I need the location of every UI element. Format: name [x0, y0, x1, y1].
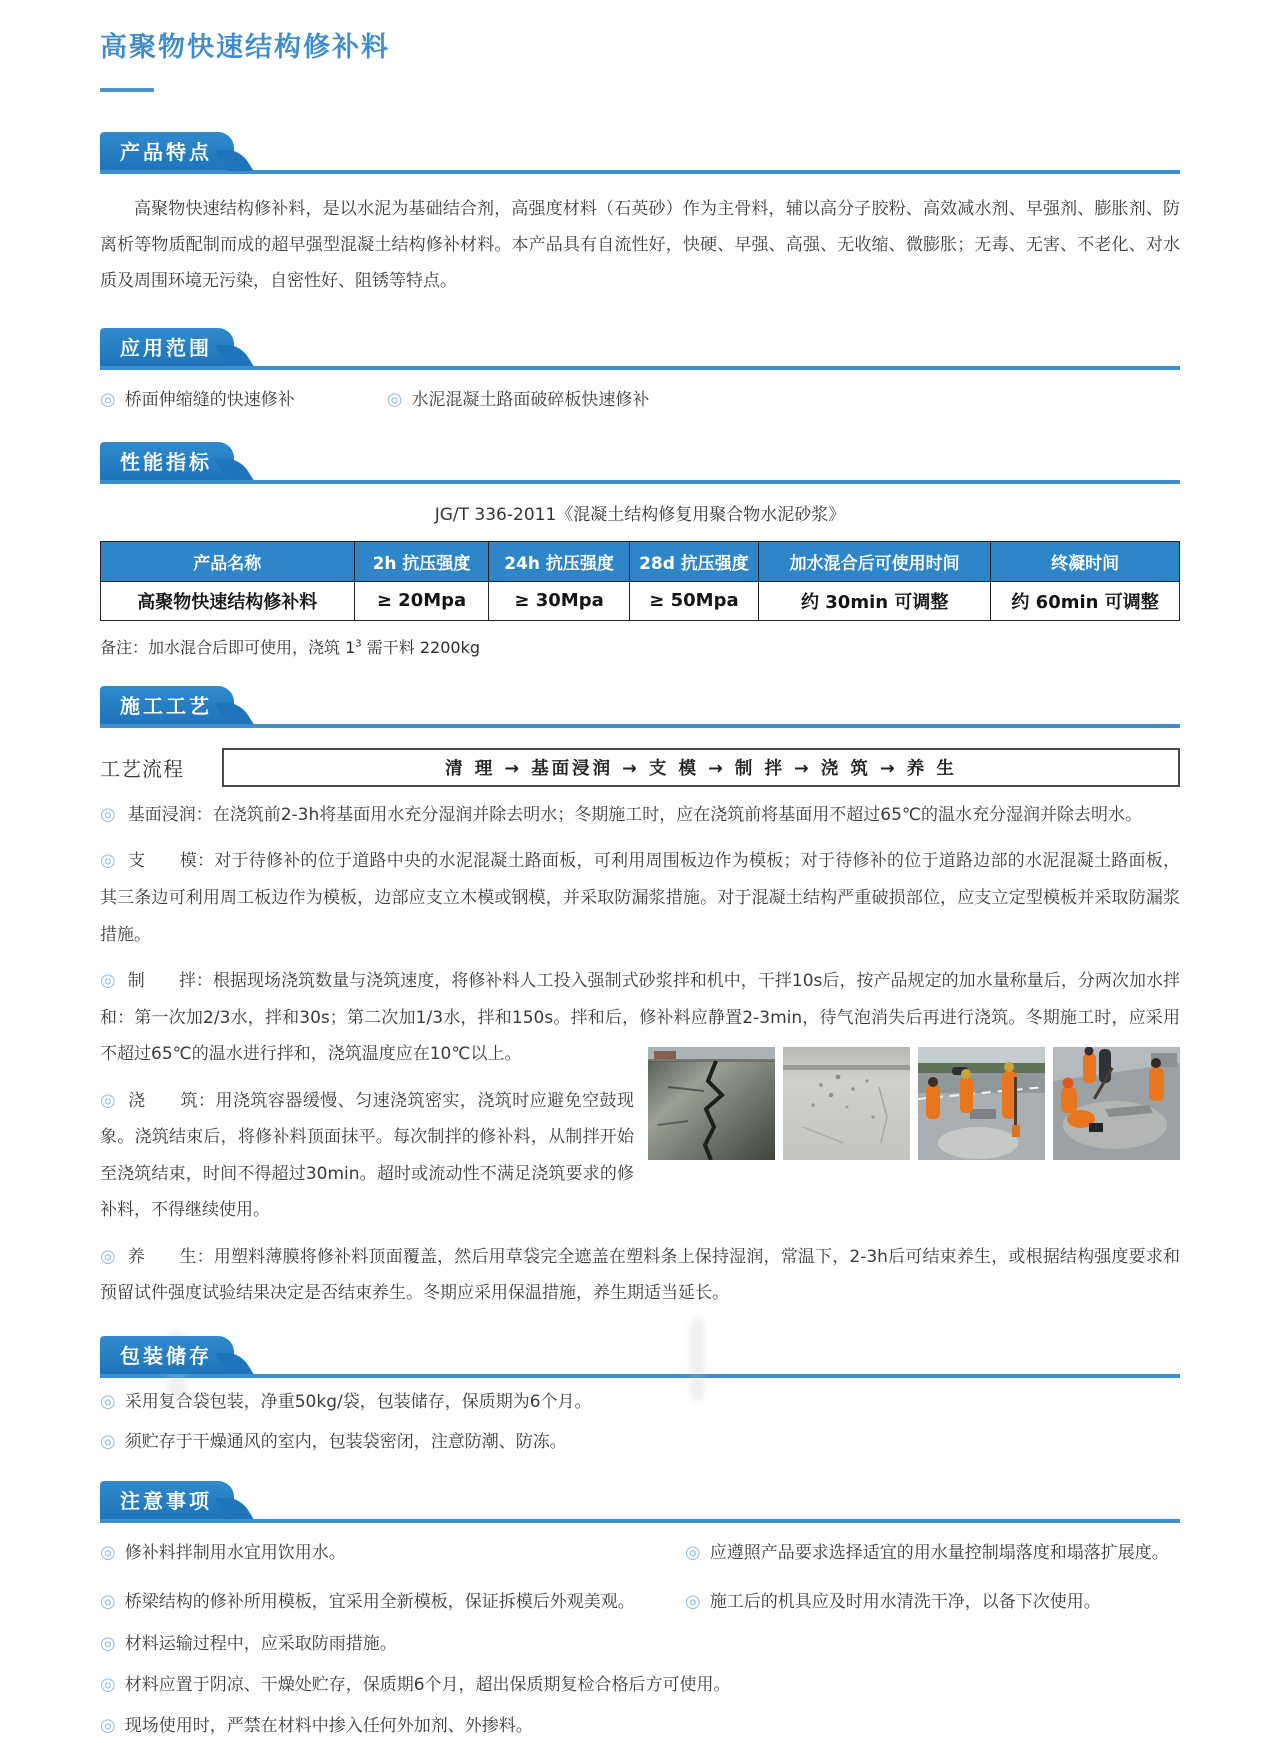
ring-bullet-icon: ◎ [100, 970, 116, 992]
step-text: 根据现场浇筑数量与浇筑速度，将修补料人工投入强制式砂浆拌和机中，干拌10s后，按产品规定的加水量称量后，分两次加水拌和：第一次加2/3水，拌和30s；第二次加1/3水，拌和150s。拌和后，修补料应静置2-3min，待气泡消失后再进行浇筑。冬期施工时，应采用不超过65℃的温水进行拌和，浇筑温度应在10℃以上。 [100, 971, 1180, 1065]
step-text: 对于待修补的位于道路中央的水泥混凝土路面板，可利用周围板边作为模板；对于待修补的位于道路边部的水泥混凝土路面板，其三条边可利用周工板边作为模板，边部应支立木模或钢模，并采取防漏浆措施。对于混凝土结构严重破损部位，应支立定型模板并采取防漏浆措施。 [100, 851, 1181, 945]
table-cell: 约 30min 可调整 [759, 581, 991, 620]
section-applications [100, 328, 1180, 416]
title-underline-decoration [100, 88, 154, 92]
list-item [387, 384, 650, 416]
process-step [100, 797, 1180, 834]
table-footnote: 备注：加水混合后即可使用，浇筑 $1^3$ 需干料 2200kg [100, 637, 480, 657]
column-header: 终凝时间 [991, 541, 1180, 581]
table-row [101, 581, 1180, 620]
list-item [685, 1586, 1180, 1618]
ring-bullet-icon: ◎ [685, 1541, 701, 1563]
precaution-text: 施工后的机具应及时用水清洗干净，以备下次使用。 [709, 1592, 1101, 1613]
precaution-text: 现场使用时，严禁在材料中掺入任何外加剂、外掺料。 [124, 1716, 533, 1737]
application-text: 水泥混凝土路面破碎板快速修补 [411, 389, 650, 410]
performance-table [100, 541, 1180, 621]
list-item [100, 1669, 1180, 1701]
ring-bullet-icon: ◎ [100, 1632, 116, 1654]
packaging-text: 采用复合袋包装，净重50kg/袋，包装储存，保质期为6个月。 [124, 1392, 592, 1413]
section-header-rule [100, 132, 1180, 174]
ring-bullet-icon: ◎ [100, 388, 116, 410]
application-text: 桥面伸缩缝的快速修补 [124, 389, 295, 410]
list-item [685, 1537, 1180, 1569]
section-precautions [100, 1481, 1180, 1743]
precautions-list [100, 1529, 1180, 1743]
column-header: 产品名称 [101, 541, 355, 581]
precaution-text: 应遵照产品要求选择适宜的用水量控制塌落度和塌落扩展度。 [709, 1542, 1169, 1563]
step-label: 支 模： [127, 851, 215, 872]
precaution-text: 修补料拌制用水宜用饮用水。 [124, 1542, 346, 1563]
precautions-row [100, 1578, 1180, 1618]
section-heading-badge: 产品特点 [100, 132, 234, 170]
ring-bullet-icon: ◎ [100, 1541, 116, 1563]
section-header-rule [100, 442, 1180, 484]
section-heading-badge: 包装储存 [100, 1336, 234, 1374]
ring-bullet-icon: ◎ [100, 803, 116, 825]
section-header-rule [100, 1481, 1180, 1523]
list-item [100, 384, 295, 416]
step-label: 浇 筑： [128, 1090, 216, 1111]
ring-bullet-icon: ◎ [100, 1089, 117, 1111]
section-header-rule [100, 328, 1180, 370]
flow-label: 工艺流程 [100, 756, 184, 781]
page-title: 高聚物快速结构修补料 [100, 32, 390, 64]
photo-workers-repairing [1053, 1047, 1180, 1160]
section-heading-badge: 应用范围 [100, 328, 234, 366]
precaution-text: 材料应置于阴凉、干燥处贮存，保质期6个月，超出保质期复检合格后方可使用。 [124, 1674, 731, 1695]
section-performance [100, 442, 1180, 658]
section-header-rule [100, 686, 1180, 728]
table-cell: 约 60min 可调整 [991, 581, 1180, 620]
precaution-text: 材料运输过程中，应采取防雨措施。 [124, 1633, 397, 1654]
ring-bullet-icon: ◎ [100, 850, 116, 872]
section-packaging-storage [100, 1336, 1180, 1459]
column-header: 2h 抗压强度 [354, 541, 489, 581]
list-item [100, 1426, 1180, 1458]
column-header: 加水混合后可使用时间 [759, 541, 991, 581]
flow-sequence-box: 清 理 → 基面浸润 → 支 模 → 制 拌 → 浇 筑 → 养 生 [222, 748, 1180, 787]
list-item [100, 1710, 1180, 1742]
step-label: 基面浸润： [127, 804, 213, 825]
section-heading-badge: 施工工艺 [100, 686, 234, 724]
step-text: 在浇筑前2-3h将基面用水充分湿润并除去明水；冬期施工时，应在浇筑前将基面用不超过65℃的温水充分湿润并除去明水。 [212, 804, 1142, 825]
photo-damaged-concrete [783, 1047, 910, 1160]
table-cell: ≥ 30Mpa [489, 581, 629, 620]
ring-bullet-icon: ◎ [386, 388, 403, 410]
ring-bullet-icon: ◎ [100, 1245, 116, 1267]
list-item [100, 1586, 685, 1618]
column-header: 28d 抗压强度 [629, 541, 758, 581]
packaging-list [100, 1386, 1180, 1459]
photo-workers-breaking-slab [918, 1047, 1045, 1160]
standard-caption: JG/T 336-2011《混凝土结构修复用聚合物水泥砂浆》 [434, 504, 846, 525]
ring-bullet-icon: ◎ [100, 1673, 116, 1695]
section-construction-process [100, 686, 1180, 1312]
photo-cracked-pavement [648, 1047, 775, 1160]
step-text: 用塑料薄膜将修补料顶面覆盖，然后用草袋完全遮盖在塑料条上保持湿润，常温下，2-3h后可结束养生，或根据结构强度要求和预留试件强度试验结果决定是否结束养生。冬期应采用保温措施，养生期适当延长。 [100, 1246, 1180, 1304]
table-cell: ≥ 50Mpa [629, 581, 758, 620]
step-label: 制 拌： [127, 971, 213, 992]
section-heading-badge: 注意事项 [100, 1481, 234, 1519]
page-bleed-ghost [690, 1318, 704, 1401]
section-heading-badge: 性能指标 [100, 442, 234, 480]
packaging-text: 须贮存于干燥通风的室内，包装袋密闭，注意防潮、防冻。 [124, 1432, 567, 1453]
precaution-text: 桥梁结构的修补所用模板，宜采用全新模板，保证拆模后外观美观。 [124, 1592, 635, 1613]
process-step [100, 843, 1180, 953]
column-header: 24h 抗压强度 [489, 541, 629, 581]
section-header-rule [100, 1336, 1180, 1378]
table-cell: 高聚物快速结构修补料 [101, 581, 355, 620]
list-item [100, 1628, 1180, 1660]
construction-photo-strip [648, 1047, 1180, 1160]
superscript: 3 [355, 638, 362, 650]
table-cell: ≥ 20Mpa [354, 581, 489, 620]
list-item [100, 1386, 1180, 1418]
process-flow-row [100, 748, 1180, 787]
ring-bullet-icon: ◎ [100, 1591, 116, 1613]
features-paragraph: 高聚物快速结构修补料，是以水泥为基础结合剂，高强度材料（石英砂）作为主骨料，辅以高分子胶粉、高效减水剂、早强剂、膨胀剂、防离析等物质配制而成的超早强型混凝土结构修补材料。本产品具有自流性好，快硬、早强、高强、无收缩、微膨胀；无毒、无害、不老化、对水质及周围环境无污染，自密性好、阻锈等特点。 [100, 199, 1180, 291]
applications-list [100, 384, 1180, 416]
ring-bullet-icon: ◎ [100, 1431, 116, 1453]
process-step [100, 1239, 1180, 1312]
section-product-features [100, 132, 1180, 299]
precautions-row [100, 1529, 1180, 1569]
ring-bullet-icon: ◎ [685, 1591, 701, 1613]
step-label: 养 生： [127, 1246, 214, 1267]
ring-bullet-icon: ◎ [100, 1391, 116, 1413]
step-text: 用浇筑容器缓慢、匀速浇筑密实，浇筑时应避免空鼓现象。浇筑结束后，将修补料顶面抹平。每次制拌的修补料，从制拌开始至浇筑结束，时间不得超过30min。超时或流动性不满足浇筑要求的修补料，不得继续使用。 [100, 1090, 635, 1221]
list-item [100, 1537, 685, 1569]
ring-bullet-icon: ◎ [100, 1715, 116, 1737]
table-header-row [101, 541, 1180, 581]
